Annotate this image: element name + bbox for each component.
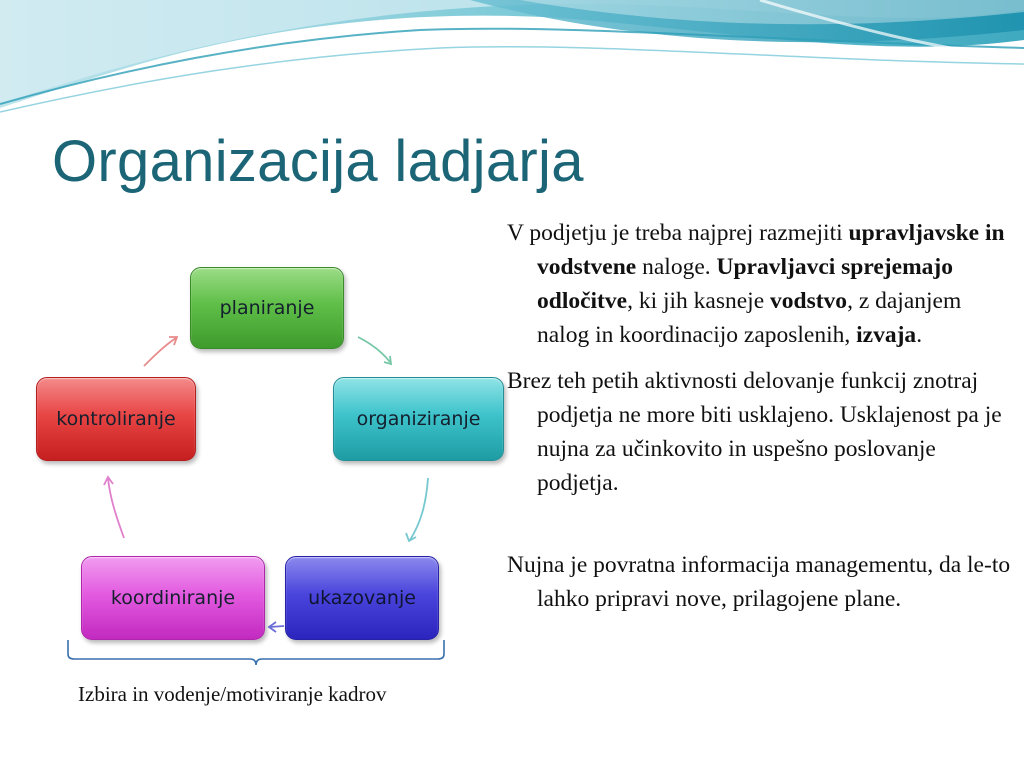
arrow-kontroliranje-to-planiranje (144, 338, 176, 366)
slide-title: Organizacija ladjarja (52, 129, 584, 194)
cycle-box-kontroliranje (36, 377, 196, 461)
body-text (507, 216, 1019, 616)
brace-caption: Izbira in vodenje/motiviranje kadrov (78, 682, 387, 706)
p1-text-2: naloge. (636, 254, 717, 280)
cycle-label-ukazovanje: ukazovanje (308, 587, 416, 609)
p1-text-3: , ki jih kasneje (627, 288, 771, 314)
cycle-label-organiziranje: organiziranje (356, 408, 481, 430)
paragraph-povratna-informacija: Nujna je povratna informacija managementu, da le-to lahko pripravi nove, prilagojene plane. (507, 552, 1011, 612)
p1-bold-2: Upravljavci sprejemajo odločitve (537, 254, 953, 314)
paragraph-upravljanje (507, 216, 1019, 352)
arrow-ukazovanje-to-koordiniranje (270, 626, 284, 627)
arrow-koordiniranje-to-kontroliranje (108, 478, 124, 538)
cycle-box-ukazovanje (285, 556, 439, 640)
p1-bold-1: upravljavske in vodstvene (537, 220, 1005, 280)
p1-bold-4: izvaja (856, 322, 917, 348)
bottom-brace (68, 640, 444, 665)
cycle-box-koordiniranje (81, 556, 265, 640)
cycle-label-koordiniranje: koordiniranje (110, 587, 236, 609)
p1-text-1: V podjetju je treba najprej razmejiti (507, 220, 849, 246)
cycle-box-organiziranje (333, 377, 504, 461)
cycle-label-kontroliranje: kontroliranje (56, 408, 176, 430)
cycle-label-planiranje: planiranje (219, 297, 315, 319)
paragraph-usklajenost: Brez teh petih aktivnosti delovanje funkcij znotraj podjetja ne more biti usklajeno. Usklajenost pa je nujna za učinkovito in uspešno poslovanje podjetja. (507, 368, 1002, 496)
cycle-box-planiranje (190, 267, 344, 349)
p1-text-5: . (916, 322, 923, 348)
p1-text-4: , z dajanjem nalog in koordinacijo zaposlenih, (537, 288, 962, 348)
arrow-organiziranje-to-ukazovanje (410, 478, 428, 540)
arrow-planiranje-to-organiziranje (358, 337, 390, 362)
p1-bold-3: vodstvo (770, 288, 848, 314)
